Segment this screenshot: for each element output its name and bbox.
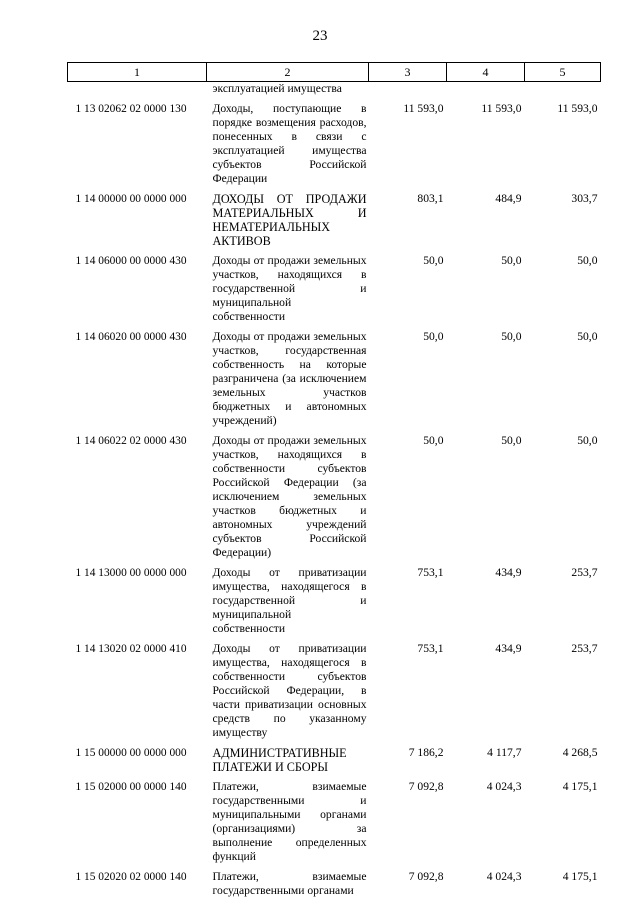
row-name: Доходы от приватизации имущества, находящегося в государственной и муниципальной собственности [212,566,367,635]
row-value-2: 434,9 [495,566,522,579]
row-value-3: 253,7 [571,566,598,579]
column-header-value-3: 5 [525,63,601,82]
row-value-1: 11 593,0 [403,102,444,115]
row-code: 1 14 00000 00 0000 000 [75,193,187,205]
row-value-1: 753,1 [417,566,444,579]
row-value-2: 50,0 [501,254,522,267]
row-value-2: 4 117,7 [487,746,522,759]
row-code: 1 14 06000 00 0000 430 [75,255,187,267]
row-value-3: 253,7 [571,642,598,655]
row-value-2: 4 024,3 [486,870,522,883]
row-value-2: 484,9 [495,192,522,205]
row-value-3: 303,7 [571,192,598,205]
row-code: 1 14 06020 00 0000 430 [75,331,187,343]
table-row [68,102,601,192]
row-value-3: 4 175,1 [562,780,598,793]
row-value-3: 50,0 [577,434,598,447]
row-value-3: 11 593,0 [557,102,598,115]
page-number: 23 [312,28,328,44]
table-row [68,642,601,746]
table-row [68,254,601,330]
table-row [68,780,601,870]
row-name: Доходы от продажи земельных участков, находящихся в государственной и муниципальной собственности [212,254,367,323]
table-row [68,566,601,642]
table-row [68,192,601,254]
row-value-1: 50,0 [423,434,444,447]
row-name: Доходы от продажи земельных участков, находящихся в собственности субъектов Российской Федерации (за исключением земельных участков бюджетных и автономных учреждений субъектов Российской Федерации) [212,434,367,559]
row-code: 1 14 06022 02 0000 430 [75,435,187,447]
row-name: Платежи, взимаемые государственными органами [212,870,367,897]
row-code: 1 14 13020 02 0000 410 [75,643,187,655]
row-value-1: 50,0 [423,254,444,267]
row-value-2: 11 593,0 [481,102,522,115]
table-row [68,746,601,780]
column-header-value-1: 3 [369,63,447,82]
continuation-row [68,82,601,103]
row-value-2: 50,0 [501,330,522,343]
row-name: АДМИНИСТРАТИВНЫЕ ПЛАТЕЖИ И СБОРЫ [212,746,347,774]
row-name: Платежи, взимаемые государственными и муниципальными органами (организациями) за выполнение определенных функций [212,780,367,863]
column-header-code: 1 [68,63,207,82]
row-value-2: 434,9 [495,642,522,655]
row-value-1: 7 092,8 [408,780,444,793]
table-row [68,330,601,434]
row-value-3: 4 268,5 [562,746,598,759]
row-value-2: 4 024,3 [486,780,522,793]
table-row [68,870,601,904]
row-value-1: 753,1 [417,642,444,655]
continuation-text: эксплуатацией имущества [212,82,342,95]
table-header-row [68,63,601,82]
row-code: 1 14 13000 00 0000 000 [75,567,187,579]
row-value-1: 7 092,8 [408,870,444,883]
row-name: Доходы, поступающие в порядке возмещения расходов, понесенных в связи с эксплуатацией имущества субъектов Российской Федерации [212,102,367,185]
row-name: Доходы от продажи земельных участков, государственная собственность на которые разграничена (за исключением земельных участков бюджетных и автономных учреждений) [212,330,367,427]
row-name: Доходы от приватизации имущества, находящегося в собственности субъектов Российской Федерации, в части приватизации основных средств по указанному имуществу [212,642,367,739]
row-value-1: 50,0 [423,330,444,343]
row-code: 1 15 02020 02 0000 140 [75,871,187,883]
row-value-1: 7 186,2 [408,746,444,759]
column-header-name: 2 [207,63,369,82]
row-value-3: 50,0 [577,330,598,343]
row-value-3: 50,0 [577,254,598,267]
row-value-1: 803,1 [417,192,444,205]
row-value-3: 4 175,1 [562,870,598,883]
row-code: 1 15 00000 00 0000 000 [75,747,187,759]
row-name: ДОХОДЫ ОТ ПРОДАЖИ МАТЕРИАЛЬНЫХ И НЕМАТЕРИАЛЬНЫХ АКТИВОВ [212,192,367,248]
row-value-2: 50,0 [501,434,522,447]
table-row [68,434,601,566]
column-header-value-2: 4 [447,63,525,82]
revenue-table-wrapper [67,62,600,904]
revenue-table [67,62,601,904]
row-code: 1 13 02062 02 0000 130 [75,103,187,115]
row-code: 1 15 02000 00 0000 140 [75,781,187,793]
